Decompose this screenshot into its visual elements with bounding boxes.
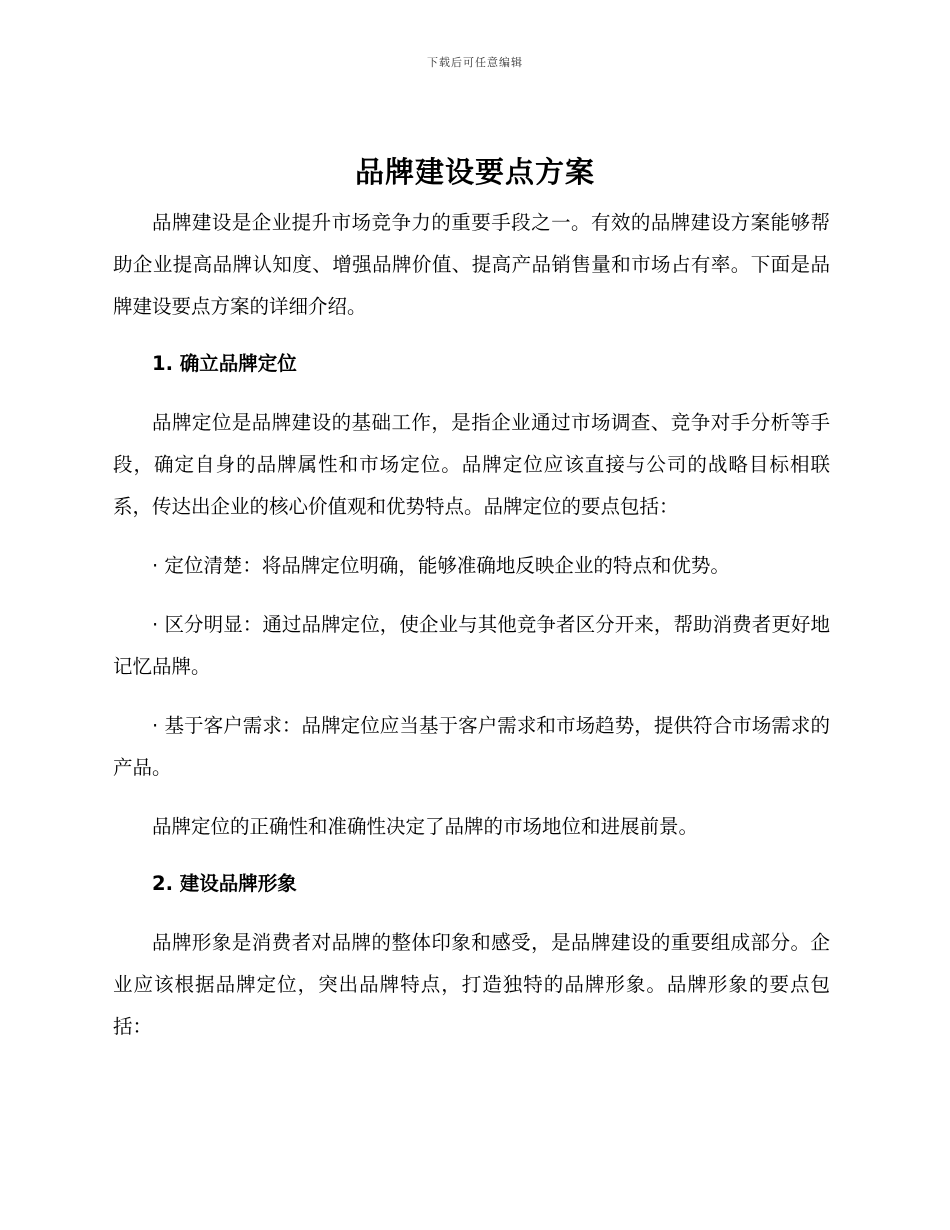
section-paragraph: 品牌定位是品牌建设的基础工作，是指企业通过市场调查、竞争对手分析等手段，确定自身的品牌属性和市场定位。品牌定位应该直接与公司的战略目标相联系，传达出企业的核心价值观和优势特点。品牌定位的要点包括： bbox=[113, 411, 830, 518]
document-title: 品牌建设要点方案 bbox=[354, 155, 595, 189]
section-conclusion: 品牌定位的正确性和准确性决定了品牌的市场地位和进展前景。 bbox=[152, 815, 699, 838]
bullet-item: · 区分明显：通过品牌定位，使企业与其他竞争者区分开来，帮助消费者更好地记忆品牌。 bbox=[113, 613, 830, 678]
section-heading: 1. 确立品牌定位 bbox=[152, 352, 297, 375]
section-paragraph: 品牌形象是消费者对品牌的整体印象和感受，是品牌建设的重要组成部分。企业应该根据品牌定位，突出品牌特点，打造独特的品牌形象。品牌形象的要点包括： bbox=[113, 931, 830, 1038]
bullet-item: · 基于客户需求：品牌定位应当基于客户需求和市场趋势，提供符合市场需求的产品。 bbox=[113, 714, 830, 779]
section-heading: 2. 建设品牌形象 bbox=[152, 872, 297, 895]
page-header-note: 下载后可任意编辑 bbox=[427, 56, 523, 69]
intro-paragraph: 品牌建设是企业提升市场竞争力的重要手段之一。有效的品牌建设方案能够帮助企业提高品牌认知度、增强品牌价值、提高产品销售量和市场占有率。下面是品牌建设要点方案的详细介绍。 bbox=[113, 211, 830, 318]
document-body bbox=[113, 202, 830, 1048]
bullet-item: · 定位清楚：将品牌定位明确，能够准确地反映企业的特点和优势。 bbox=[152, 554, 730, 577]
